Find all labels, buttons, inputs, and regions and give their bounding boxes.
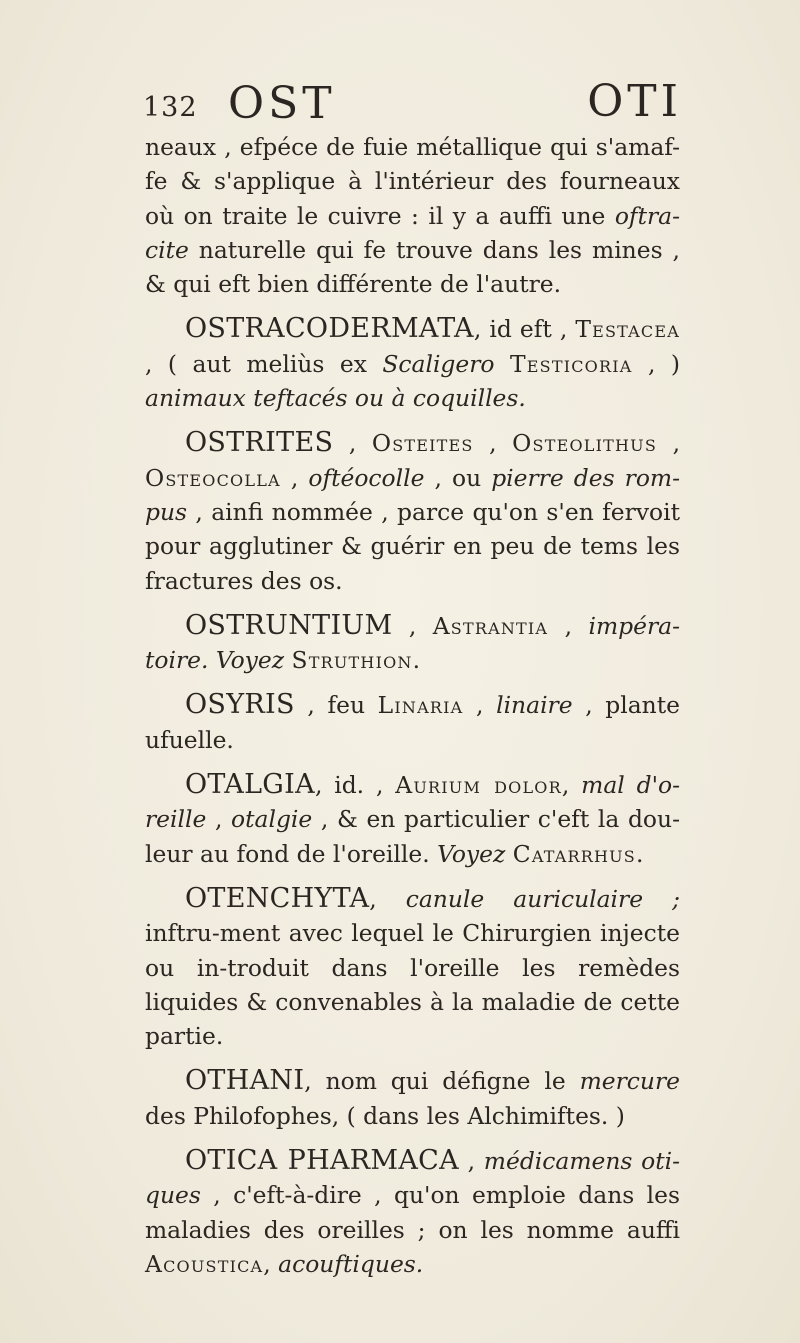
entry-text: , ainfi nommée , parce qu'on s'en fervoit pour agglutiner & guérir en peu de tems les fractures des os.	[145, 497, 680, 595]
small-caps-term: Linaria	[377, 691, 464, 720]
italic-term: impéra-toire. Voyez	[145, 611, 680, 675]
entry-text: ,	[458, 1147, 484, 1176]
entry-headword: OSYRIS	[185, 689, 295, 721]
entry-headword: OSTRITES	[185, 427, 334, 459]
italic-term: linaire	[496, 691, 573, 720]
entry-text: ,	[333, 429, 372, 458]
italic-term: canule auriculaire ;	[405, 884, 680, 913]
entry-headword: OTALGIA	[185, 769, 315, 801]
entry-text: ,	[657, 429, 681, 458]
entry-text: neaux , efpéce de fuie métallique qui s'amaf-fe & s'applique à l'intérieur des fourneaux où on traite le cuivre : il y a auffi une	[145, 133, 680, 230]
entry-text: , feu	[294, 691, 378, 720]
small-caps-term: Testicoria	[509, 349, 633, 378]
running-header	[143, 70, 682, 130]
entry-text: ,	[206, 805, 232, 834]
entry-text	[495, 350, 510, 378]
entry-text: , plante ufuelle.	[145, 691, 680, 754]
small-caps-term: Acoustica	[145, 1249, 264, 1278]
page-number: 132	[143, 92, 198, 123]
small-caps-term: Astrantia	[432, 611, 549, 640]
small-caps-term: Osteites	[371, 429, 474, 458]
italic-term: Voyez	[437, 839, 506, 868]
small-caps-term: Osteolithus	[512, 429, 657, 458]
italic-term: Scaligero	[382, 349, 495, 378]
dictionary-entry	[145, 882, 680, 1053]
entry-text: , ou	[424, 463, 492, 492]
entry-headword: OTENCHYTA	[185, 882, 370, 914]
entry-headword: OTICA PHARMACA	[185, 1145, 459, 1177]
entry-text: des Philofophes, ( dans les Alchimiftes. )	[145, 1101, 625, 1130]
entry-text: ,	[463, 691, 497, 720]
entry-text: .	[412, 646, 421, 675]
entry-text: , )	[632, 349, 680, 378]
entry-text: ,	[548, 611, 589, 640]
small-caps-term: Struthion	[291, 646, 413, 675]
entry-text: naturelle qui fe trouve dans les mines , & qui eft bien différente de l'autre.	[145, 235, 680, 299]
entry-text: ,	[369, 884, 406, 913]
dictionary-entry	[145, 1064, 680, 1133]
entry-text: ,	[263, 1249, 279, 1278]
dictionary-entry	[145, 609, 680, 678]
italic-term: médicamens oti-ques	[145, 1147, 681, 1210]
entry-text: , nom qui défigne le	[304, 1067, 580, 1096]
italic-term: otalgie	[231, 805, 313, 834]
running-head-right: OTI	[587, 76, 682, 127]
dictionary-entry	[145, 1144, 680, 1281]
small-caps-term: Aurium dolor	[395, 771, 562, 800]
entry-text: , & en particulier c'eft la dou-leur au fond de l'oreille.	[145, 805, 680, 868]
italic-term: animaux teftacés ou à coquilles.	[145, 384, 526, 413]
entry-continuation	[145, 130, 680, 301]
italic-term: mercure	[579, 1067, 680, 1096]
italic-term: acouftiques.	[278, 1249, 424, 1278]
italic-term: oftra-cite	[145, 201, 680, 264]
italic-term: pierre des rom-pus	[145, 463, 681, 526]
small-caps-term: Catarrhus	[512, 839, 636, 868]
entry-text: ,	[392, 611, 433, 640]
small-caps-term: Osteocolla	[145, 463, 281, 492]
entry-text: , ( aut meliùs ex	[145, 349, 383, 378]
dictionary-entry	[145, 312, 680, 415]
entry-text: ,	[561, 771, 582, 800]
dictionary-entry	[145, 426, 680, 597]
italic-term: oftéocolle	[308, 463, 425, 492]
small-caps-term: Testacea	[575, 315, 680, 344]
entry-text: , id eft ,	[473, 315, 576, 344]
dictionary-entries	[145, 130, 680, 1292]
entry-headword: OSTRUNTIUM	[185, 609, 393, 641]
entry-headword: OTHANI	[185, 1065, 305, 1097]
entry-text: , id. ,	[314, 771, 396, 800]
entry-text	[505, 840, 512, 868]
running-head-left: OST	[228, 78, 336, 129]
entry-text: ,	[280, 463, 309, 492]
entry-text: .	[635, 839, 644, 868]
entry-text: inftru-ment avec lequel le Chirurgien injecte ou in-troduit dans l'oreille les remèdes liquides & convenables à la maladie de cette partie.	[145, 919, 680, 1051]
dictionary-entry	[145, 688, 680, 757]
italic-term: mal d'o-reille	[145, 771, 681, 834]
entry-text	[284, 646, 291, 674]
entry-text: ,	[473, 429, 513, 458]
dictionary-entry	[145, 768, 680, 871]
entry-text: , c'eft-à-dire , qu'on emploie dans les maladies des oreilles ; on les nomme auffi	[145, 1181, 680, 1244]
entry-headword: OSTRACODERMATA	[185, 313, 474, 345]
